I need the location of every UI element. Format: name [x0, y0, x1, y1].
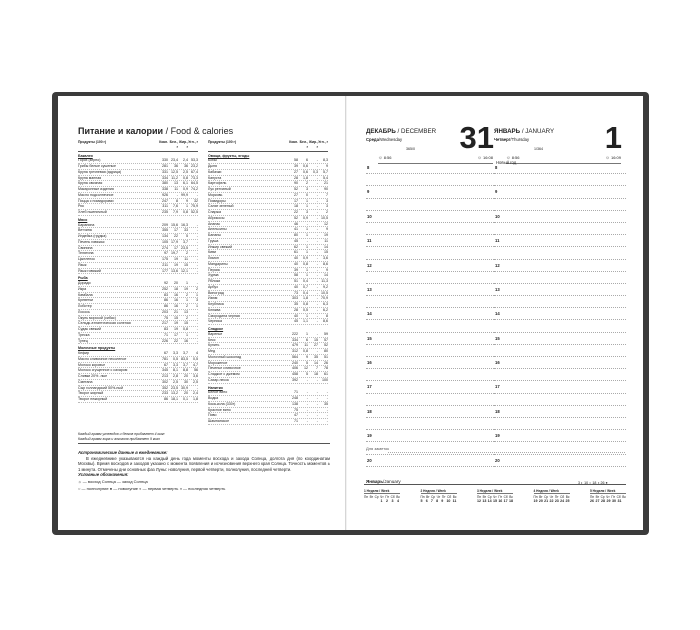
hour-line[interactable] [494, 174, 626, 186]
table-row: Морковь 27 0 - 7 [208, 192, 328, 197]
week-block: 4 Неделя / Week Пн Вт Ср Чт Пт Сб Вс 19 20 21 22 23 24 25 [533, 489, 570, 503]
right-page [346, 96, 643, 530]
hour-label: 20 [367, 457, 372, 463]
table-row: Рис 311 7,6 1 75,9 [78, 204, 198, 209]
hour-lines-left[interactable] [366, 162, 498, 467]
sun-times: ☼ 8:56 ☼ 16:09 [506, 155, 621, 164]
week-block: 5 Неделя / Week Пн Вт Ср Чт Пт Сб Вс 26 27 28 29 30 31 [590, 489, 626, 503]
hour-label: 17 [367, 384, 372, 390]
hour-line[interactable] [366, 260, 498, 272]
category-heading: Рыба [78, 276, 88, 281]
hour-label: 19 [495, 433, 500, 439]
table-row: Спаржа 22 3 - 2 [208, 210, 328, 214]
hour-label: 16 [367, 360, 372, 365]
table-row: Творог жирный 233 13,2 20 2,4 [78, 391, 198, 396]
table-row: Яблоки 51 0,4 - 11,3 [208, 279, 328, 283]
table-row: Красное вино 75 - - - [208, 407, 328, 412]
hour-label: 15 [495, 335, 500, 341]
hour-label: 10 [367, 213, 372, 219]
legend-line-1: ☼ — восход Солнца — заход Солнца [78, 478, 148, 484]
table-row: Индейка (грудка) 134 22 5 - [78, 234, 198, 238]
week-block: 1 Неделя / Week Пн Вт Ср Чт Пт Сб Вс 1 2 3 4 [364, 489, 400, 503]
hour-line[interactable] [494, 418, 626, 430]
table-row: Картофель 90 2 - 21 [208, 181, 328, 186]
astro-title: Астрономические данные в ежедневнике: [78, 450, 168, 455]
table-row: Ветчина 355 17 33 - [78, 228, 198, 233]
table-row: Клубника 35 0,8 - 6,3 [208, 302, 328, 306]
hour-line[interactable] [494, 430, 626, 442]
table-row: Лосось 203 21 13 - [78, 309, 198, 314]
hour-label: 17 [495, 384, 500, 390]
table-row: Крупа овсяная 380 13 6,1 64,5 [78, 181, 198, 186]
table-row: Камбала 83 16 2 1 [78, 292, 198, 297]
legend-line-2: ○ — полнолуние ● — новолуние ◐ — первая четверть ◑ — последняя четверть [78, 485, 226, 491]
hour-line[interactable] [366, 247, 498, 259]
table-row: Тунец 226 22 16 - [78, 338, 198, 343]
hour-line[interactable] [494, 235, 626, 247]
hour-line[interactable] [366, 455, 498, 467]
table-row: Купить 479 11 27 52 [208, 343, 328, 348]
hour-line[interactable] [494, 296, 626, 308]
table-row: Творог нежирный 86 18,1 0,1 1,8 [78, 397, 198, 401]
hour-line[interactable] [494, 406, 626, 418]
hour-line[interactable] [494, 223, 626, 235]
hour-label: 10 [495, 213, 500, 219]
sunrise-icon: ☼ [378, 155, 383, 161]
table-row: Треска 71 17 1 - [78, 332, 198, 337]
table-row: Молочный шоколад 564 9 35 51 [208, 354, 328, 359]
hour-label: 14 [367, 311, 372, 317]
table-row: Черника 45 1,1 - 8,6 [208, 319, 328, 324]
hour-label: 9 [495, 189, 498, 195]
table-row: Капуста 28 1,8 - 5,4 [208, 175, 328, 180]
month-label: ДЕКАБРЬ / DECEMBER [366, 128, 437, 135]
day-number: 31 [459, 120, 494, 155]
hour-lines-right[interactable] [494, 162, 626, 467]
hour-label: 8 [367, 165, 370, 170]
sunset-icon: ☼ [477, 155, 482, 161]
hour-label: 19 [367, 433, 372, 439]
table-row: Телятина 97 19,7 2 - [78, 251, 198, 256]
holiday-label: Новый год [496, 160, 517, 165]
category-heading: Мясо [78, 217, 88, 222]
mini-calendar [364, 489, 626, 503]
table-row: Крупа манная 334 11,2 0,8 73,3 [78, 175, 198, 180]
hour-label: 12 [367, 262, 372, 268]
table-row: Окунь морской (сибас) 75 15 2 - [78, 315, 198, 320]
hour-line[interactable] [494, 381, 626, 393]
hour-line[interactable] [494, 455, 626, 467]
notes-label: Для заметок [366, 446, 389, 451]
sunset-icon: ☼ [605, 155, 610, 161]
hour-line[interactable] [366, 308, 498, 320]
hour-label: 11 [495, 238, 500, 244]
table-row: Сыр голландский 50%-ный 352 23,5 30,9 - [78, 385, 198, 390]
table-row: Кефир 67 3,3 3,7 4 [78, 351, 198, 355]
table-row: Горох (зерно) 330 23,4 2,4 53,3 [78, 158, 198, 163]
hour-line[interactable] [366, 272, 498, 284]
table-row: Дыня 39 0,6 - 9 [208, 164, 328, 168]
table-row: Кекс 334 6 15 57 [208, 337, 328, 342]
table-row: Киви 61 1 - 15 [208, 250, 328, 255]
table-row: Клюква 28 0,5 - 6,2 [208, 307, 328, 312]
table-row: Белое вино 71 - - - [208, 390, 328, 395]
table-row: Лобстер 86 16 2 1 [78, 304, 198, 308]
hour-line[interactable] [366, 394, 498, 406]
hour-line[interactable] [494, 308, 626, 320]
table-row: Кока-кола (330г) 138 - - 35 [208, 401, 328, 406]
table-row: Молоко коровье 67 3,3 3,7 4,7 [78, 362, 198, 367]
category-heading: Бакалея [78, 153, 93, 158]
hour-line[interactable] [366, 381, 498, 393]
table-header: Продукты (100 г) Ккал. Бел., г Жир., г Угл., г [208, 140, 328, 152]
astro-text: В ежедневнике указываются на каждый день года моменты восхода и захода Солнца, долгота дня (по координатам Москвы). Время восходов и заходов указано с момента появления и исчезновения верхнего края Солнца. Точность моментов ± 1 минута. Отмечены дни основных фаз Луны: новолуния, первой четверти, полнолуния, последней четверти. [78, 455, 330, 472]
moon-phases: 3 ◐ 10 ○ 18 ◑ 26 ● [578, 481, 608, 485]
category-heading: Напитки [208, 385, 223, 390]
hour-line[interactable] [494, 320, 626, 332]
hour-label: 13 [367, 286, 372, 292]
table-row: Язык говяжий 177 13,6 12,1 - [78, 268, 198, 273]
hour-label: 8 [495, 165, 498, 170]
food-table-left [78, 140, 198, 403]
table-row: Сладкое с джемом 458 5 18 61 [208, 372, 328, 376]
hour-label: 16 [495, 360, 500, 365]
hour-line[interactable] [366, 345, 498, 357]
table-row: Креветки 86 16 1 3 [78, 298, 198, 303]
table-row: Печень говяжья 105 17,9 3,7 - [78, 239, 198, 244]
hour-line[interactable] [494, 247, 626, 259]
table-row: Язык 211 19 15 - [78, 262, 198, 267]
table-row: Сельдь атлантическая соленая 217 19 15 - [78, 321, 198, 326]
table-row: Сахар-песок 392 - - 100 [208, 377, 328, 382]
hour-line[interactable] [366, 296, 498, 308]
table-row: Масло сливочное несоленое 781 0,5 83,5 0,5 [78, 356, 198, 361]
table-row: Лимон 40 0,9 - 3,6 [208, 256, 328, 260]
hour-line[interactable] [494, 199, 626, 211]
hour-line[interactable] [366, 211, 498, 223]
table-row: Мед 312 0,8 - 80 [208, 349, 328, 353]
table-row: Сметана 302 2,5 30 2,5 [78, 379, 198, 384]
month-label: ЯНВАРЬ / JANUARY [494, 128, 555, 135]
table-row: Виноград 73 0,4 - 10,5 [208, 290, 328, 295]
table-row: Бобы 58 6 - 8,3 [208, 158, 328, 163]
table-row: Персик 39 1 - 9 [208, 267, 328, 272]
hour-label: 18 [495, 408, 500, 414]
hour-line[interactable] [366, 357, 498, 369]
day-count: 365/0 [406, 147, 415, 151]
hour-line[interactable] [494, 333, 626, 345]
legend-title: Условные обозначения: [78, 472, 129, 478]
hour-label: 15 [367, 335, 372, 341]
hour-line[interactable] [494, 345, 626, 357]
table-row: Сливки 20% -ные 213 2,8 20 3,6 [78, 374, 198, 378]
table-row: Груша 45 - - 11 [208, 238, 328, 243]
table-row: Помидоры 17 1 - 3 [208, 198, 328, 203]
astro-section [78, 450, 330, 491]
hour-line[interactable] [494, 162, 626, 174]
table-row: Смородина черная 40 1 - 8 [208, 313, 328, 318]
hour-line[interactable] [366, 235, 498, 247]
table-row: Пиво 47 - - - [208, 413, 328, 418]
day-count: 1/364 [534, 147, 543, 151]
hour-line[interactable] [366, 174, 498, 186]
table-row: Грибы белые сушеные 281 36 36 23,2 [78, 164, 198, 168]
hour-line[interactable] [366, 320, 498, 332]
hour-line[interactable] [366, 333, 498, 345]
hour-label: 13 [495, 286, 500, 292]
note-2: Каждый грамм жира и алкоголя прибавляет 9 ккал [78, 436, 160, 441]
table-row: Свинина 274 17 23,5 - [78, 245, 198, 250]
week-block: 3 Неделя / Week Пн Вт Ср Чт Пт Сб Вс 12 13 14 15 16 17 18 [477, 489, 513, 503]
table-row: Крупа гречневая (ядрица) 331 12,5 2,5 67,4 [78, 169, 198, 174]
page-title: Питание и калории / Food & calories [78, 126, 234, 136]
sunrise-icon: ☼ [506, 155, 511, 161]
hour-line[interactable] [494, 211, 626, 223]
hour-line[interactable] [366, 284, 498, 296]
hour-line[interactable] [366, 186, 498, 198]
hour-line[interactable] [366, 199, 498, 211]
left-page [58, 96, 346, 530]
note-1: Каждый грамм углеводов и белков прибавляет 4 ккал [78, 432, 165, 436]
table-row: Абрикосы 52 0,9 - 10,5 [208, 215, 328, 220]
hour-label: 14 [495, 311, 500, 317]
mini-calendar-title: Январь/January [366, 479, 401, 484]
day-number: 1 [604, 120, 622, 155]
weekday-label: Четверг/Thursday [494, 137, 530, 142]
table-row: Молоко сгущенное с сахаром 345 8,1 8,8 56 [78, 368, 198, 373]
week-block: 2 Неделя / Week Пн Вт Ср Чт Пт Сб Вс 5 6 7 8 9 10 11 [420, 489, 457, 503]
hour-line[interactable] [494, 284, 626, 296]
hour-label: 18 [367, 408, 372, 414]
table-row: Печенье сливочное 406 12 7 78 [208, 366, 328, 371]
food-table-right [208, 140, 328, 425]
hour-label: 12 [495, 262, 500, 268]
hour-line[interactable] [494, 272, 626, 284]
spine [345, 96, 347, 530]
hour-line[interactable] [494, 369, 626, 381]
hour-line[interactable] [366, 406, 498, 418]
table-row: Апельсины 41 1 - 9 [208, 227, 328, 232]
table-row: Лук репчатый 52 3 - 90 [208, 187, 328, 191]
hour-label: 20 [495, 457, 500, 463]
hour-line[interactable] [494, 186, 626, 198]
hour-line[interactable] [366, 430, 498, 442]
hour-line[interactable] [366, 369, 498, 381]
table-row: Хлеб пшеничный 235 7,9 0,8 52,5 [78, 210, 198, 214]
sun-times: ☼ 8:56 ☼ 16:08 [378, 155, 493, 164]
table-row: Мандарины 40 0,8 - 8,6 [208, 261, 328, 266]
table-row: Макаронные изделия 338 11 0,9 74,2 [78, 187, 198, 191]
table-row: Бананы 80 1 - 19 [208, 233, 328, 237]
hour-label: 11 [367, 238, 372, 244]
table-row: Дорадо 92 20 1 - [78, 281, 198, 285]
table-header: Продукты (100 г) Ккал. Бел., г Жир., г Угл., г [78, 140, 198, 152]
table-row: Салат зеленый 18 1 - 3 [208, 204, 328, 209]
hour-line[interactable] [366, 223, 498, 235]
table-row: Водка 248 - - - [208, 396, 328, 400]
hour-line[interactable] [366, 418, 498, 430]
notes-line[interactable] [388, 452, 625, 453]
table-row: Хурма 58 1 - 14 [208, 273, 328, 278]
table-row: Арбуз 40 0,7 - 9,2 [208, 284, 328, 289]
table-row: Изюм 303 1,8 - 70,9 [208, 296, 328, 301]
table-row: Ананас 46 - - 12 [208, 221, 328, 226]
table-row: Кабачки 27 0,6 0,3 5,7 [208, 169, 328, 174]
table-row: Инжир свежий 62 1 - 14 [208, 244, 328, 249]
table-row: Цыпленок 175 19 11 - [78, 257, 198, 261]
table-row: Варенье 222 1 - 59 [208, 331, 328, 336]
category-heading: Овощи, фрукты, ягоды [208, 153, 250, 158]
table-row: Пицца с помидорами 247 8 9 32 [78, 198, 198, 203]
table-row: Судак свежий 83 19 0,8 - [78, 327, 198, 331]
hour-line[interactable] [494, 260, 626, 272]
table-row: Шампанское 71 - - - [208, 419, 328, 423]
hour-label: 9 [367, 189, 370, 195]
calorie-notes [78, 432, 328, 441]
table-row: Масло подсолнечное 926 - 99,9 - [78, 192, 198, 197]
category-heading: Сладкое [208, 327, 224, 331]
hour-line[interactable] [494, 357, 626, 369]
hour-line[interactable] [366, 162, 498, 174]
hour-line[interactable] [494, 394, 626, 406]
table-row: Икра 252 18 19 2 [78, 286, 198, 291]
table-row: Мороженое 240 5 14 26 [208, 360, 328, 365]
weekday-label: Среда/Wednesday [366, 137, 403, 142]
table-row: Баранина 209 15,6 16,3 - [78, 222, 198, 227]
category-heading: Молочные продукты [78, 346, 116, 351]
